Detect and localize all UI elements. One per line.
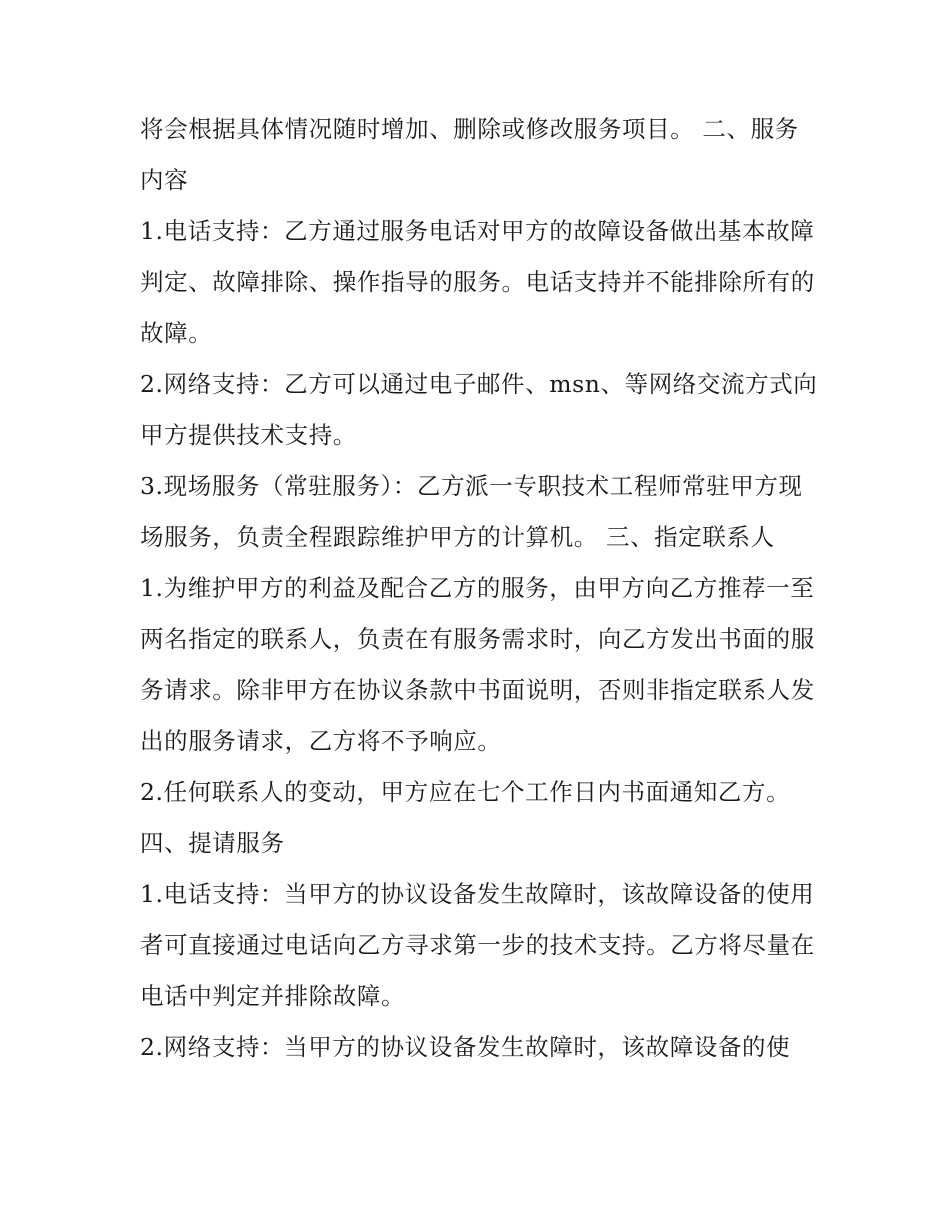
document-body [140, 104, 820, 1073]
paragraph-onsite-service: 3.现场服务（常驻服务）：乙方派一专职技术工程师常驻甲方现场服务，负责全程跟踪维护甲方的计算机。 三、指定联系人 [140, 472, 803, 551]
paragraph-network-support: 2.网络支持：乙方可以通过电子邮件、msn、等网络交流方式向甲方提供技术支持。 [140, 370, 818, 449]
paragraph-designated-contact: 1.为维护甲方的利益及配合乙方的服务，由甲方向乙方推荐一至两名指定的联系人，负责在有服务需求时，向乙方发出书面的服务请求。除非甲方在协议条款中书面说明，否则非指定联系人发出的服务请求，乙方将不予响应。 [140, 574, 815, 755]
paragraph-request-network-support: 2.网络支持：当甲方的协议设备发生故障时，该故障设备的使 [140, 1033, 791, 1061]
paragraph-phone-support: 1.电话支持：乙方通过服务电话对甲方的故障设备做出基本故障判定、故障排除、操作指导的服务。电话支持并不能排除所有的故障。 [140, 217, 815, 347]
paragraph-service-items-and-content-heading: 将会根据具体情况随时增加、删除或修改服务项目。 二、服务内容 [140, 115, 799, 194]
paragraph-contact-change: 2.任何联系人的变动，甲方应在七个工作日内书面通知乙方。 [140, 778, 791, 806]
section-heading-request-service: 四、提请服务 [140, 829, 285, 857]
paragraph-request-phone-support: 1.电话支持：当甲方的协议设备发生故障时，该故障设备的使用者可直接通过电话向乙方寻求第一步的技术支持。乙方将尽量在电话中判定并排除故障。 [140, 880, 815, 1010]
